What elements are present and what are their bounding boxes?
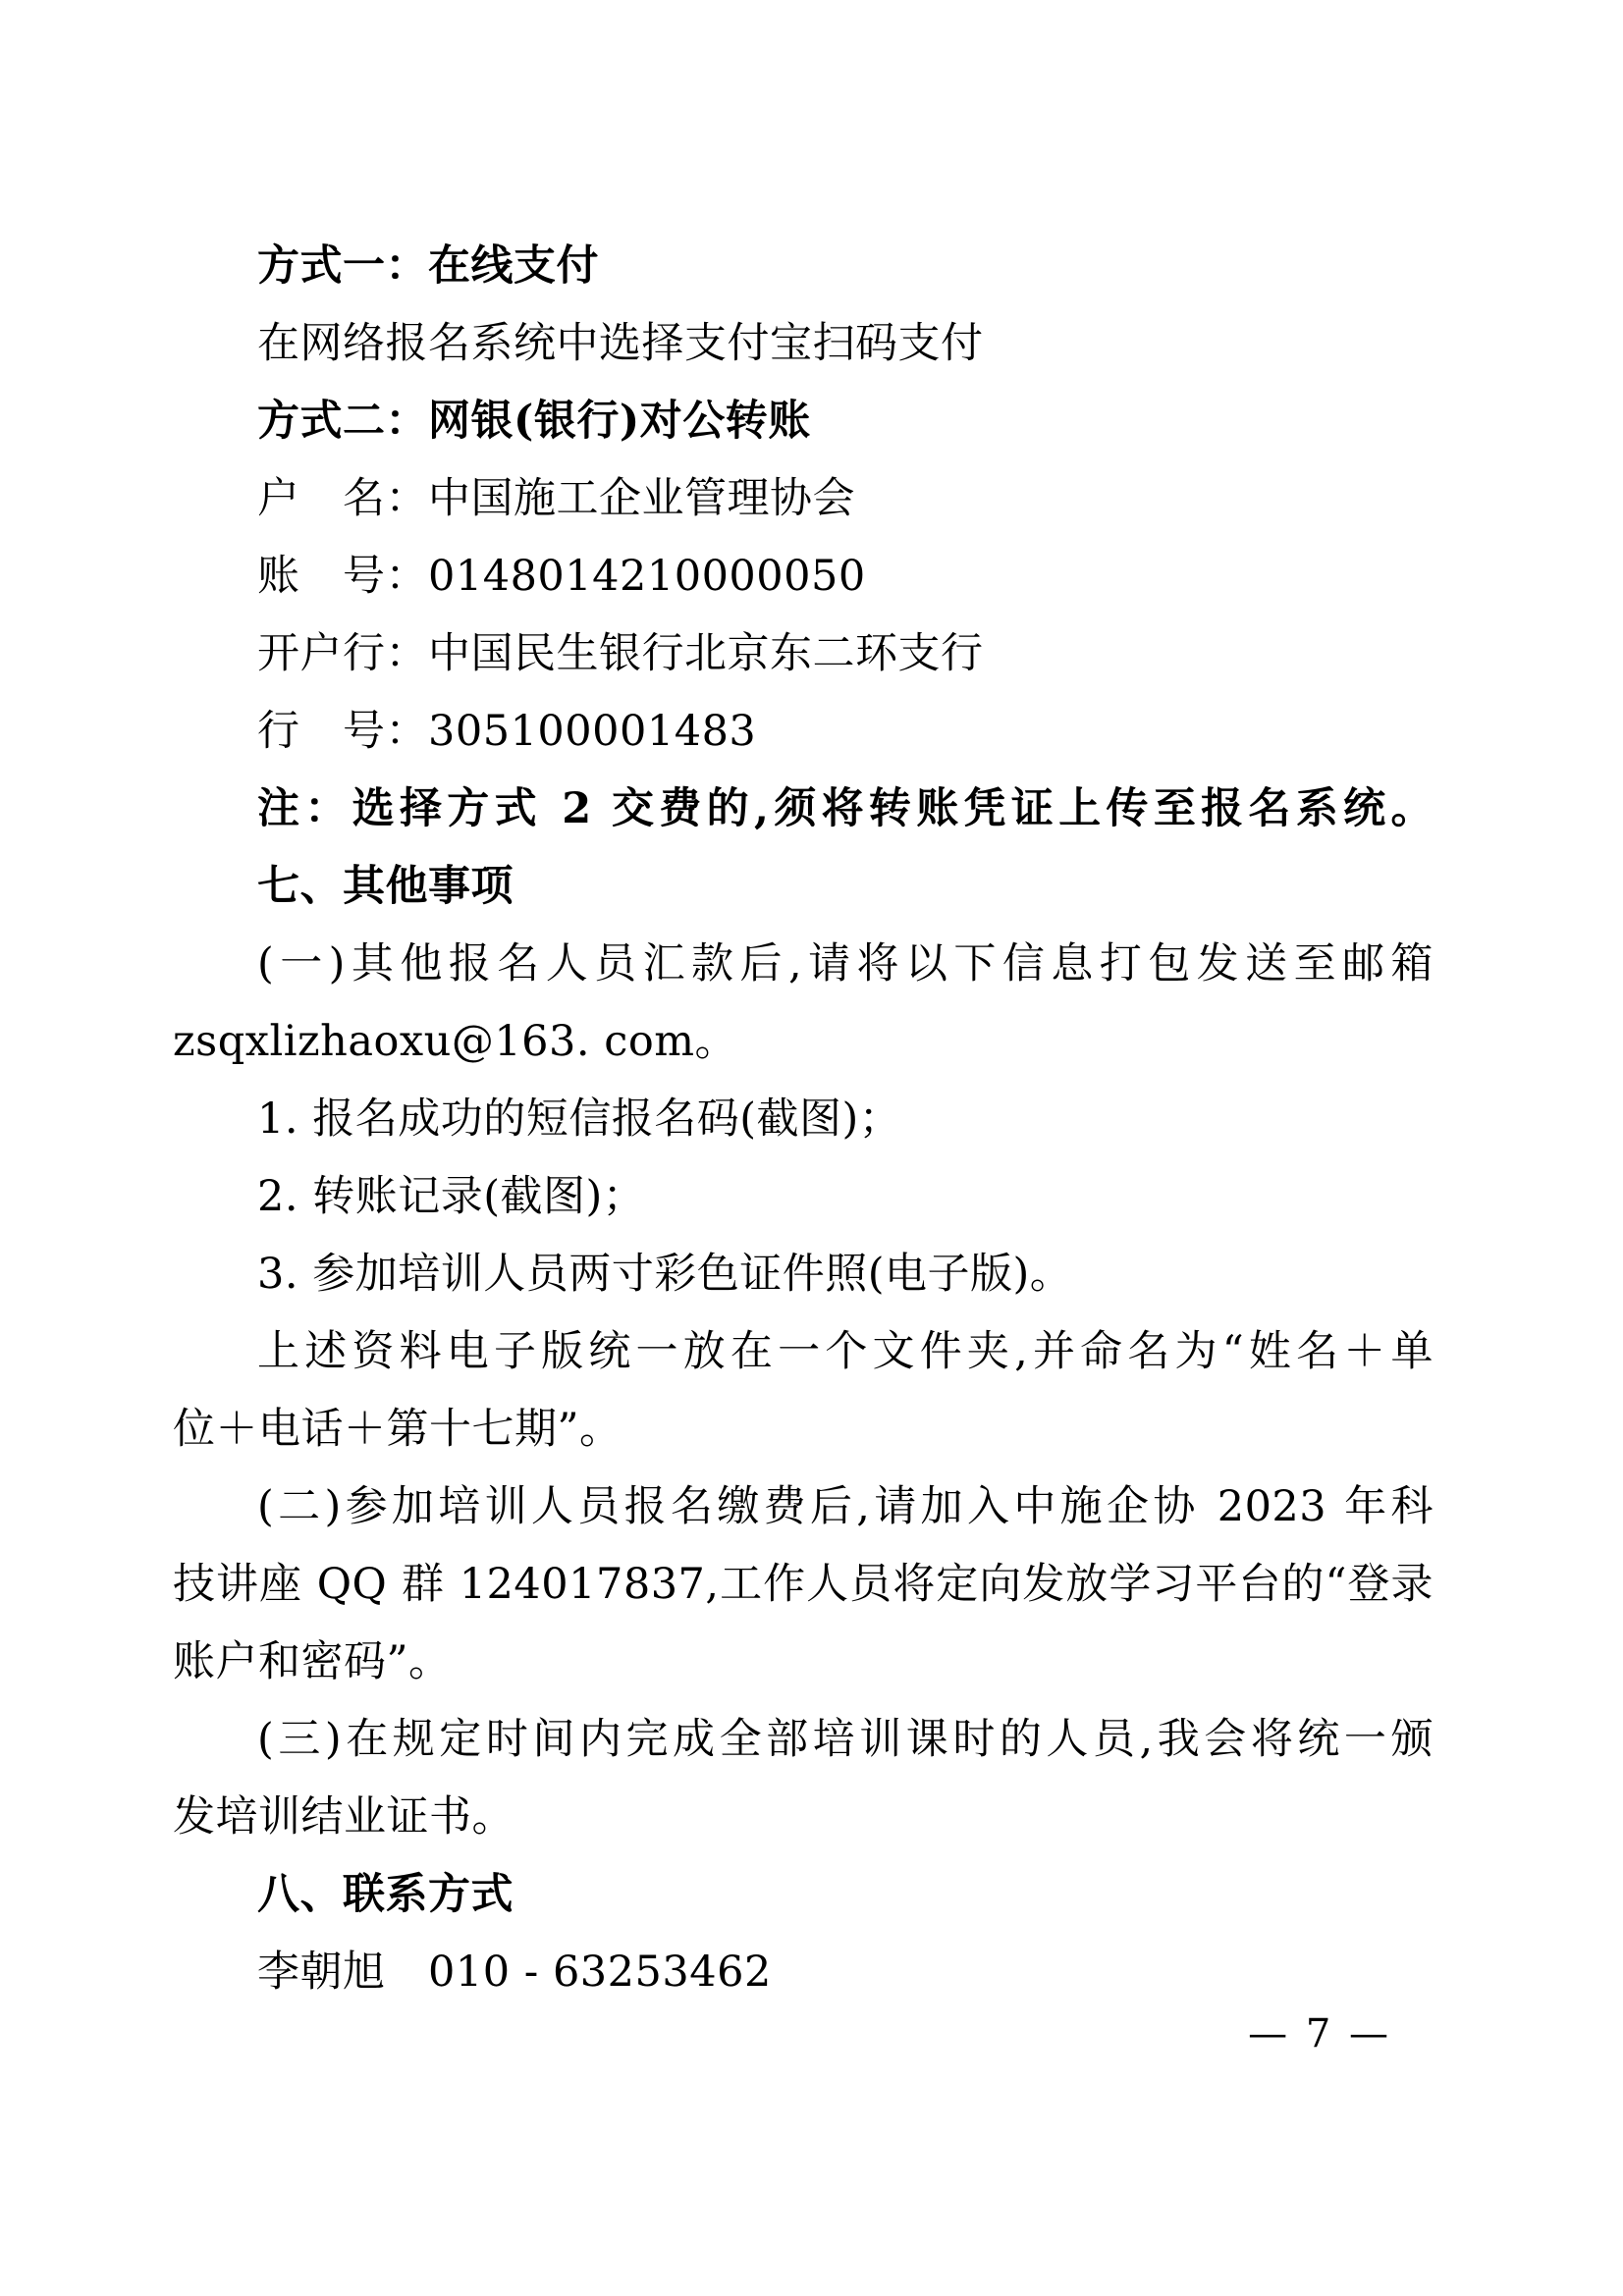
text-item-2-qq-group-line-2: 技讲座 QQ 群 124017837,工作人员将定向发放学习平台的“登录 xyxy=(173,1560,1434,1609)
heading-payment-method-1: 方式一：在线支付 xyxy=(257,241,599,291)
text-list-item-2: 2. 转账记录(截图)； xyxy=(257,1172,646,1221)
text-list-item-1: 1. 报名成功的短信报名码(截图)； xyxy=(257,1095,902,1144)
page-number: — 7 — xyxy=(1248,2011,1391,2056)
text-item-1-remittance: (一)其他报名人员汇款后,请将以下信息打包发送至邮箱 xyxy=(257,939,1434,988)
text-list-item-3: 3. 参加培训人员两寸彩色证件照(电子版)。 xyxy=(257,1250,1073,1299)
text-account-name: 户 名：中国施工企业管理协会 xyxy=(257,474,855,523)
text-item-2-qq-group-line-3: 账户和密码”。 xyxy=(173,1637,452,1686)
text-item-3-certificate-line-1: (三)在规定时间内完成全部培训课时的人员,我会将统一颁 xyxy=(257,1715,1434,1764)
text-contact-info: 李朝旭 010 - 63253462 xyxy=(257,1948,772,1997)
heading-section-7-other-matters: 七、其他事项 xyxy=(257,862,514,911)
heading-payment-method-2: 方式二：网银(银行)对公转账 xyxy=(257,397,811,446)
text-item-3-certificate-line-2: 发培训结业证书。 xyxy=(173,1792,514,1842)
text-folder-naming-line-1: 上述资料电子版统一放在一个文件夹,并命名为“姓名＋单 xyxy=(257,1327,1434,1376)
text-note-transfer-voucher: 注：选择方式 2 交费的,须将转账凭证上传至报名系统。 xyxy=(257,784,1434,833)
text-bank-number: 行 号：305100001483 xyxy=(257,707,757,756)
document-content xyxy=(173,228,1434,2011)
text-email-address: zsqxlizhaoxu@163. com。 xyxy=(173,1017,737,1066)
text-online-payment-desc: 在网络报名系统中选择支付宝扫码支付 xyxy=(257,319,984,368)
text-account-number: 账 号：0148014210000050 xyxy=(257,552,866,601)
text-item-2-qq-group-line-1: (二)参加培训人员报名缴费后,请加入中施企协 2023 年科 xyxy=(257,1482,1434,1531)
text-bank-name: 开户行：中国民生银行北京东二环支行 xyxy=(257,629,984,678)
text-folder-naming-line-2: 位＋电话＋第十七期”。 xyxy=(173,1405,622,1454)
heading-section-8-contact: 八、联系方式 xyxy=(257,1870,514,1919)
